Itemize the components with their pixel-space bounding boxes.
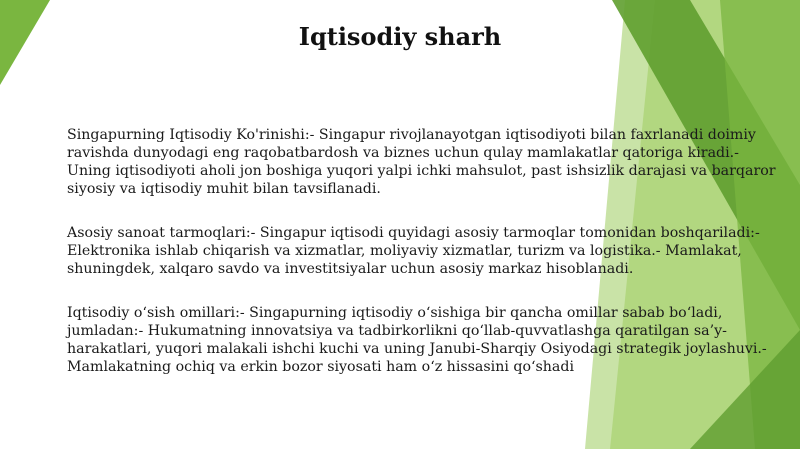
paragraph-key-industries: Asosiy sanoat tarmoqlari:- Singapur iqtisodi quyidagi asosiy tarmoqlar tomonidan boshqariladi:- Elektronika ishlab chiqarish va xizmatlar, moliyaviy xizmatlar, turizm va logistika.- Mamlakat, shuningdek, xalqaro savdo va investitsiyalar uchun asosiy markaz hisoblanadi. [67, 225, 760, 277]
paragraph-economic-outlook: Singapurning Iqtisodiy Ko'rinishi:- Singapur rivojlanayotgan iqtisodiyoti bilan faxrlanadi doimiy ravishda dunyodagi eng raqobatbardosh va biznes uchun qulay mamlakatlar qatoriga kiradi.- Uning iqtisodiyoti aholi jon boshiga yuqori yalpi ichki mahsulot, past ishsizlik darajasi va barqaror siyosiy va iqtisodiy muhit bilan tavsiflanadi. [67, 127, 776, 197]
slide-body [67, 126, 787, 376]
slide-title: Iqtisodiy sharh [298, 22, 502, 51]
paragraph-growth-factors: Iqtisodiy o‘sish omillari:- Singapurning iqtisodiy o‘sishiga bir qancha omillar sabab bo‘ladi, jumladan:- Hukumatning innovatsiya va tadbirkorlikni qo‘llab-quvvatlashga qaratilgan sa’y-harakatlari, yuqori malakali ishchi kuchi va uning Janubi-Sharqiy Osiyodagi strategik joylashuvi.- Mamlakatning ochiq va erkin bozor siyosati ham o‘z hissasini qo‘shadi [67, 305, 767, 375]
